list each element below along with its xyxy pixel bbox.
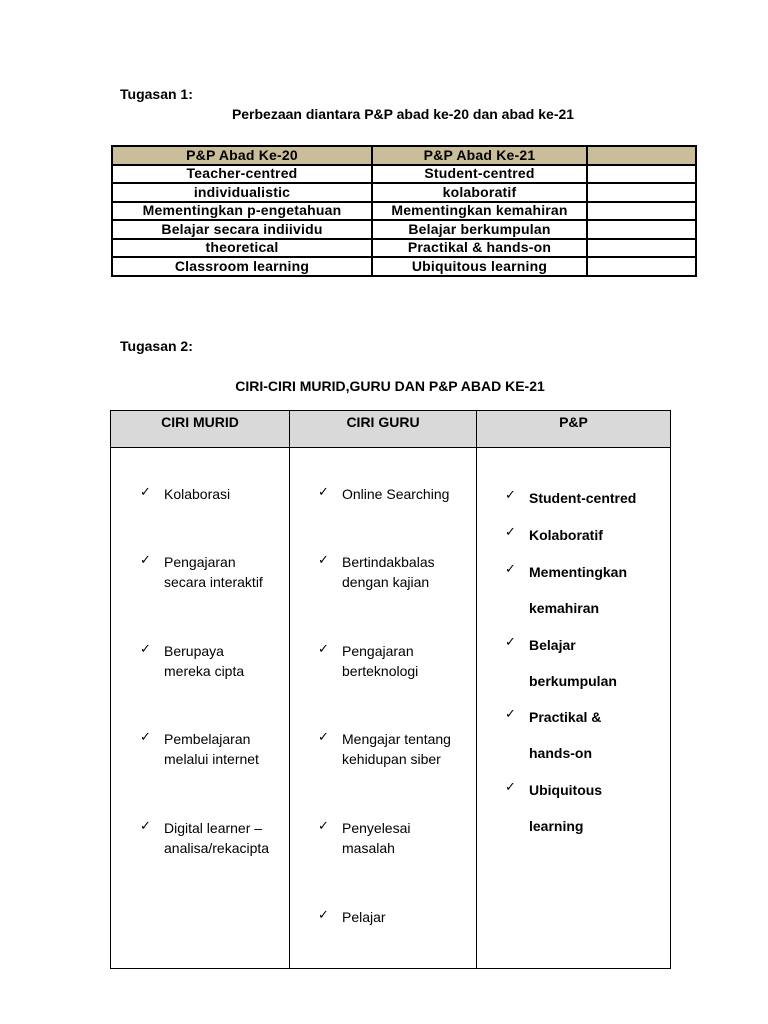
task1-title: Perbezaan diantara P&P abad ke-20 dan abad ke-21 <box>231 106 575 122</box>
list-item-line: Digital learner – <box>164 820 263 836</box>
table-row <box>112 202 696 221</box>
list-item-line: Pembelajaran <box>164 731 251 747</box>
table-cell: Classroom learning <box>112 257 372 276</box>
list-item-line: Pelajar <box>342 909 386 925</box>
header-pnp: P&P <box>477 411 671 448</box>
table-cell <box>587 257 696 276</box>
task1-heading: Tugasan 1: <box>120 86 193 102</box>
comparison-table <box>111 145 697 277</box>
list-item-line: berkumpulan <box>529 673 617 689</box>
list-item-line: Belajar <box>529 637 576 653</box>
table-row <box>112 257 696 276</box>
check-icon: ✓ <box>505 561 516 576</box>
list-item-line: Mengajar tentang <box>342 731 451 747</box>
list-item-line: learning <box>529 818 584 834</box>
list-item-line: kemahiran <box>529 600 600 616</box>
table-row <box>112 239 696 258</box>
list-item-line: hands-on <box>529 745 592 761</box>
list-item-line: Ubiquitous <box>529 782 603 798</box>
table-cell <box>587 183 696 202</box>
check-icon: ✓ <box>318 552 329 567</box>
list-item-line: analisa/rekacipta <box>164 840 270 856</box>
table-cell <box>587 239 696 258</box>
check-icon: ✓ <box>140 484 151 499</box>
header-ciri-guru: CIRI GURU <box>290 411 477 448</box>
ciri-guru-cell <box>290 448 477 969</box>
list-item-line: masalah <box>342 840 395 856</box>
task2-heading: Tugasan 2: <box>120 338 193 354</box>
list-item-line: kehidupan siber <box>342 751 441 767</box>
check-icon: ✓ <box>505 524 516 539</box>
table-cell: Teacher-centred <box>112 165 372 184</box>
table-header-row <box>111 411 671 448</box>
table-cell: theoretical <box>112 239 372 258</box>
check-icon: ✓ <box>505 634 516 649</box>
check-icon: ✓ <box>318 484 329 499</box>
table-row <box>112 165 696 184</box>
table-cell: Ubiquitous learning <box>372 257 587 276</box>
pnp-cell <box>477 448 671 969</box>
table-cell: Mementingkan p-engetahuan <box>112 202 372 221</box>
table-cell <box>587 165 696 184</box>
header-abad-20: P&P Abad Ke-20 <box>112 146 372 165</box>
table-row <box>112 220 696 239</box>
check-icon: ✓ <box>140 818 151 833</box>
list-item-line: Mementingkan <box>529 564 628 580</box>
table-cell: individualistic <box>112 183 372 202</box>
list-item-line: Kolaborasi <box>164 486 231 502</box>
characteristics-table <box>110 410 671 969</box>
check-icon: ✓ <box>318 729 329 744</box>
table-cell: Mementingkan kemahiran <box>372 202 587 221</box>
table-cell: Belajar berkumpulan <box>372 220 587 239</box>
check-icon: ✓ <box>505 779 516 794</box>
check-icon: ✓ <box>140 729 151 744</box>
list-item-line: Online Searching <box>342 486 450 502</box>
list-item-line: Pengajaran <box>164 554 236 570</box>
table-cell: kolaboratif <box>372 183 587 202</box>
header-ciri-murid: CIRI MURID <box>111 411 290 448</box>
list-item-line: Bertindakbalas <box>342 554 435 570</box>
table-row <box>111 448 671 969</box>
list-item-line: berteknologi <box>342 663 419 679</box>
table-cell: Belajar secara indiividu <box>112 220 372 239</box>
check-icon: ✓ <box>140 552 151 567</box>
ciri-murid-cell <box>111 448 290 969</box>
task2-title: CIRI-CIRI MURID,GURU DAN P&P ABAD KE-21 <box>235 378 545 394</box>
list-item-line: secara interaktif <box>164 574 263 590</box>
table-cell: Practikal & hands-on <box>372 239 587 258</box>
list-item-line: Penyelesai <box>342 820 411 836</box>
check-icon: ✓ <box>318 818 329 833</box>
list-item-line: Kolaboratif <box>529 527 603 543</box>
list-item-line: dengan kajian <box>342 574 430 590</box>
check-icon: ✓ <box>140 641 151 656</box>
table-header-row <box>112 146 696 165</box>
header-empty <box>587 146 696 165</box>
list-item-line: melalui internet <box>164 751 259 767</box>
table-cell <box>587 202 696 221</box>
check-icon: ✓ <box>505 487 516 502</box>
list-item-line: Practikal & <box>529 709 602 725</box>
header-abad-21: P&P Abad Ke-21 <box>372 146 587 165</box>
list-item-line: Pengajaran <box>342 643 414 659</box>
list-item-line: Berupaya <box>164 643 224 659</box>
list-item-line: Student-centred <box>529 490 637 506</box>
check-icon: ✓ <box>318 641 329 656</box>
table-cell <box>587 220 696 239</box>
check-icon: ✓ <box>318 907 329 922</box>
table-row <box>112 183 696 202</box>
table-cell: Student-centred <box>372 165 587 184</box>
check-icon: ✓ <box>505 706 516 721</box>
list-item-line: mereka cipta <box>164 663 245 679</box>
